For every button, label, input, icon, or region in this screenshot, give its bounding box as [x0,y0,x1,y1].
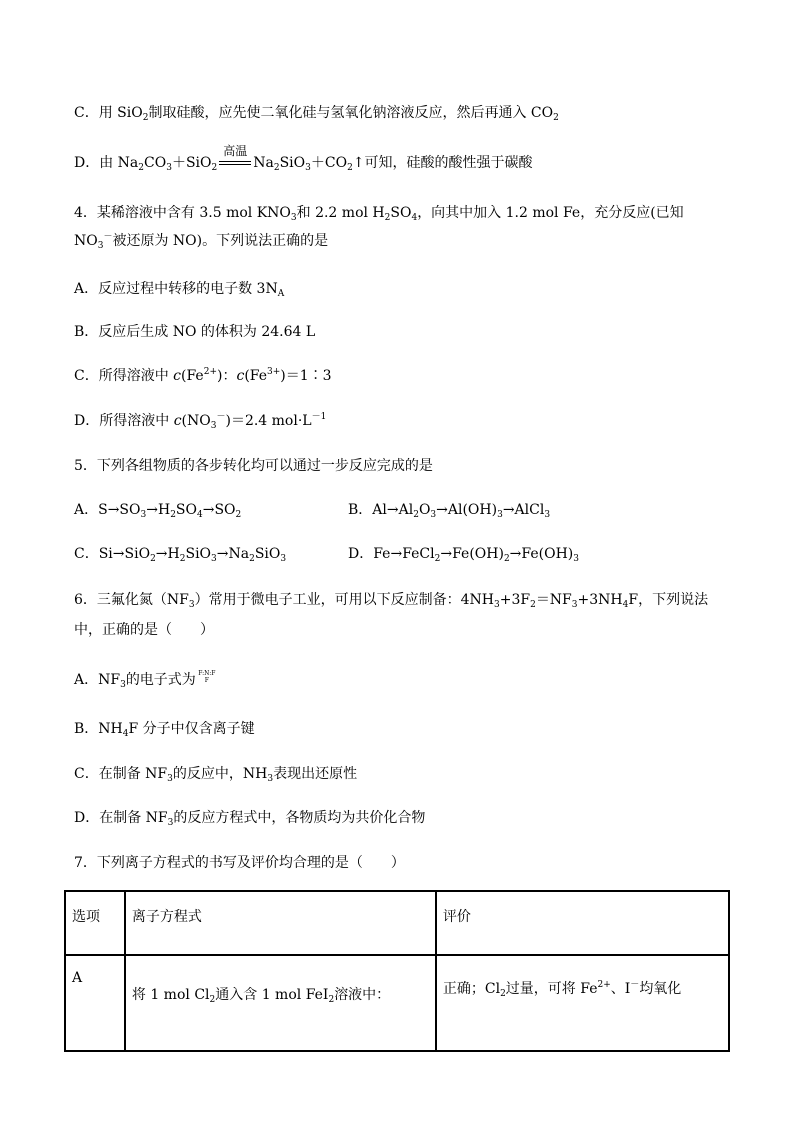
option-c-q5: C．$Si\to SiO_2\to H_2SiO_3\to Na_2SiO_3$ [74,546,287,564]
option-b-q4: B．反应后生成 NO 的体积为 24.64 L [74,324,316,340]
option-b-q5: B．$Al\to Al_2O_3\to Al(OH)_3\to AlCl_3$ [348,502,551,520]
nf3-lewis-structure: F:N:F F [198,670,216,684]
question-4-stem: 4．某稀溶液中含有 3.5 mol $KNO_3$和 2.2 mol $H_2SO_4$，向其中加入 1.2 mol Fe，充分反应(已知 [74,205,684,223]
header-evaluation: 评价 [436,891,729,955]
question-6-stem: 6．三氟化氮$(NF_3)$常用于微电子工业，可用以下反应制备：$4NH_3+3F_2=NF_3+3NH_4F$，下列说法 [74,592,709,610]
question-7-stem: 7．下列离子方程式的书写及评价均合理的是（ ） [74,855,405,871]
option-d-q5: D．$Fe\to FeCl_2\to Fe(OH)_2\to Fe(OH)_3$ [348,546,579,564]
table-row [65,955,729,1051]
header-option: 选项 [65,891,125,955]
row-equation: 将 1 mol $Cl_2$通入含 1 mol FeI$_2$溶液中： [125,955,436,1051]
option-d-q6: D．在制备 $NF_3$的反应方程式中，各物质均为共价化合物 [74,810,426,828]
option-a-q6: A．$NF_3$的电子式为 F:N:F F [74,670,218,690]
option-a-q4: A．反应过程中转移的电子数 $3N_A$ [74,281,285,299]
option-c-q4: C．所得溶液中 $c(Fe^{2+})$：$c(Fe^{3+})=1∶3$ [74,367,332,384]
question-6-stem-cont: 中，正确的是（ ） [74,622,214,638]
high-temp-equals: 高温 [219,153,251,173]
option-b-q6: B．$NH_4F$ 分子中仅含离子键 [74,721,255,739]
option-c-q3: C．用 SiO$_2$制取硅酸，应先使二氧化硅与氢氧化钠溶液反应，然后再通入 $CO_2$ [74,105,559,123]
question-4-stem-cont: $NO_3^-$被还原为 NO)。下列说法正确的是 [74,232,329,251]
header-equation: 离子方程式 [125,891,436,955]
answer-table [64,890,730,1052]
option-c-q6: C．在制备 $NF_3$的反应中，$NH_3$表现出还原性 [74,766,358,784]
row-option: A [65,955,125,1051]
row-evaluation: 正确；$Cl_2$过量，可将 $Fe^{2+}$、I－均氧化 [436,955,729,1051]
table-header-row [65,891,729,955]
option-a-q5: A．$S\to SO_3\to H_2SO_4\to SO_2$ [74,502,242,520]
question-5-stem: 5．下列各组物质的各步转化均可以通过一步反应完成的是 [74,458,433,474]
option-d-q3: D．由 $Na_2CO_3+SiO_2$ 高温 $Na_2SiO_3+CO_2↑$可知，硅酸的酸性强于碳酸 [74,144,533,173]
option-d-q4: D．所得溶液中 $c(NO_3^-)=2.4$ $mol\cdot L^{-1}$ [74,412,327,431]
